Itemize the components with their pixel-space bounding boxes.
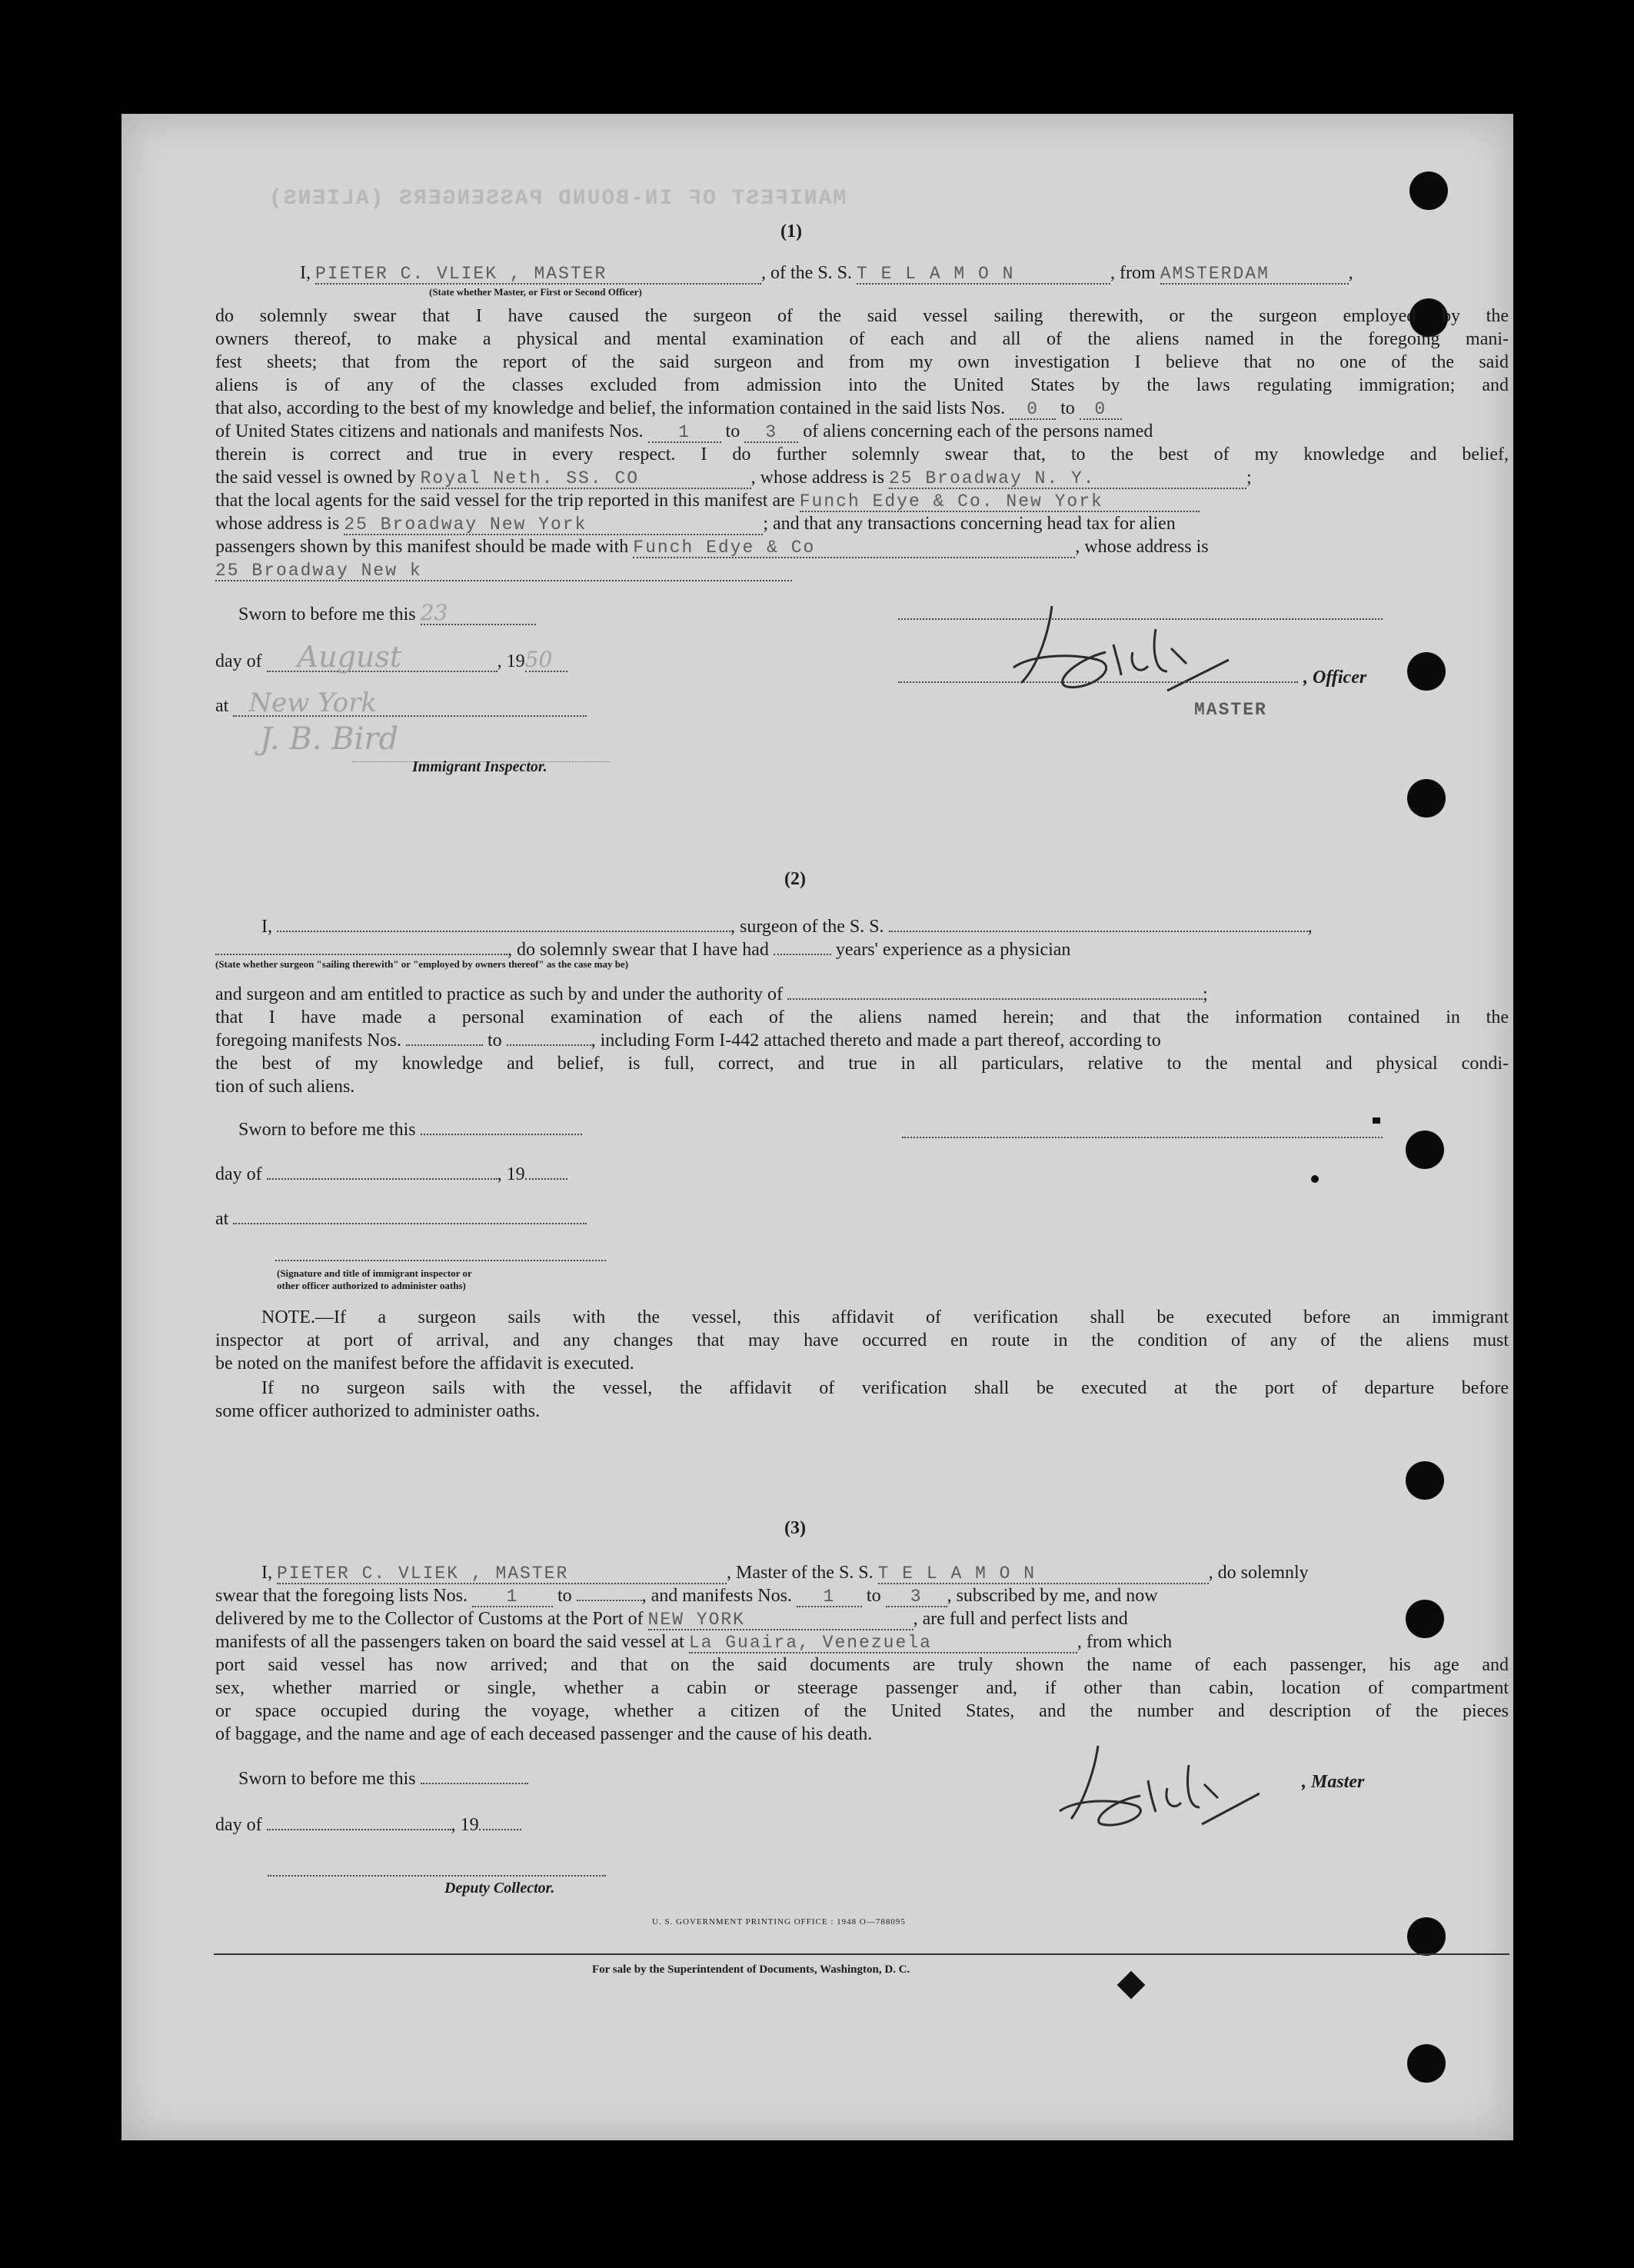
s3-line-4: manifests of all the passengers taken on board the said vessel at La Guaira, Venezuela , from which xyxy=(215,1632,1173,1653)
s1-line-9: that the local agents for the said vessel for the trip reported in this manifest are Funch Edye & Co. New York xyxy=(215,489,1200,512)
s3-sworn: Sworn to before me this xyxy=(238,1767,528,1790)
s1-line-7: therein is correct and true in every respect. I do further solemnly swear that, to the best of my knowledge and belief, xyxy=(215,445,1509,465)
s3-line-1: I, PIETER C. VLIEK , MASTER , Master of the S. S. T E L A M O N , do solemnly xyxy=(261,1563,1309,1584)
s1-sworn: Sworn to before me this 23 xyxy=(238,603,536,626)
s1-line-1: I, PIETER C. VLIEK , MASTER , of the S. S. T E L A M O N , from AMSTERDAM , xyxy=(300,263,1353,284)
section-number-3: (3) xyxy=(784,1518,806,1538)
punch-hole xyxy=(1407,779,1446,818)
inspector-signature: J. B. Bird xyxy=(260,721,399,757)
section-number-2: (2) xyxy=(784,869,806,889)
s3-master-signature xyxy=(1029,1738,1260,1838)
s3-departure-field: La Guaira, Venezuela xyxy=(689,1634,1077,1654)
note-line-2: inspector at port of arrival, and any changes that may have occurred en route in the condition of any of the aliens must xyxy=(215,1330,1509,1350)
s1-line-10: whose address is 25 Broadway New York ; and that any transactions concerning head tax for alien xyxy=(215,514,1176,535)
s3-manifest-to: 3 xyxy=(886,1587,947,1607)
officer-caption: (Signature and title of immigrant inspector or other officer authorized to administer oaths) xyxy=(277,1267,472,1291)
owner-field: Royal Neth. SS. CO xyxy=(421,469,751,489)
punch-hole xyxy=(1406,1461,1444,1500)
s2-line-3: and surgeon and am entitled to practice as such by and under the authority of ; xyxy=(215,984,1208,1004)
surgeon-caption: (State whether surgeon "sailing therewith" or "employed by owners thereof" as the case may be) xyxy=(215,958,629,970)
month-field: August xyxy=(267,648,498,672)
s1-body-line: do solemnly swear that I have caused the surgeon of the said vessel sailing therewith, or the surgeon employed by the xyxy=(215,306,1509,326)
headtax-agent-field: Funch Edye & Co xyxy=(633,538,1075,558)
s1-body-line: aliens is of any of the classes excluded from admission into the United States by the laws regulating immigration; and xyxy=(215,375,1509,395)
inspector-label: Immigrant Inspector. xyxy=(412,758,547,775)
punch-hole xyxy=(1407,2044,1446,2083)
s2-sworn: Sworn to before me this xyxy=(238,1118,582,1141)
manifest-page xyxy=(121,114,1513,2140)
s1-line-8: the said vessel is owned by Royal Neth. SS. CO , whose address is 25 Broadway N. Y. ; xyxy=(215,468,1252,488)
s2-line-4: that I have made a personal examination of each of the aliens named herein; and that the information contained in the xyxy=(215,1007,1509,1027)
authority-field xyxy=(787,998,1203,1000)
note-line-1: NOTE.—If a surgeon sails with the vessel, this affidavit of verification shall be executed before an immigrant xyxy=(261,1307,1509,1327)
agents-field: Funch Edye & Co. New York xyxy=(800,492,1200,512)
ink-mark xyxy=(1117,1971,1146,2000)
punch-hole xyxy=(1409,172,1448,210)
s1-body-line: owners thereof, to make a physical and mental examination of each and all of the aliens named in the foregoing mani- xyxy=(215,329,1509,349)
s3-line-3: delivered by me to the Collector of Customs at the Port of NEW YORK , are full and perfect lists and xyxy=(215,1609,1128,1630)
punch-hole xyxy=(1406,1600,1444,1638)
s2-line-6: the best of my knowledge and belief, is full, correct, and true in all particulars, relative to the mental and physical condi- xyxy=(215,1054,1509,1074)
place-field: New York xyxy=(233,694,587,717)
officer-title: MASTER xyxy=(1194,700,1267,720)
s3-line-2: swear that the foregoing lists Nos. 1 to , and manifests Nos. 1 to 3 , subscribed by me, and now xyxy=(215,1586,1158,1607)
departure-port-field: AMSTERDAM xyxy=(1160,265,1349,285)
citizen-list-from: 0 xyxy=(1010,400,1056,420)
s1-line-6: of United States citizens and nationals and manifests Nos. 1 to 3 of aliens concerning each of the persons named xyxy=(215,421,1153,442)
master-caption: (State whether Master, or First or Second Officer) xyxy=(429,286,642,298)
s3-body-line: sex, whether married or single, whether a cabin or steerage passenger and, if other than cabin, location of compartment xyxy=(215,1678,1509,1698)
s3-vessel-field: T E L A M O N xyxy=(878,1564,1209,1584)
s1-line-11: passengers shown by this manifest should be made with Funch Edye & Co , whose address is xyxy=(215,537,1209,558)
owner-address-field: 25 Broadway N. Y. xyxy=(889,469,1246,489)
printer-mark: U. S. GOVERNMENT PRINTING OFFICE : 1948 O—788095 xyxy=(652,1917,906,1927)
surgeon-vessel-field xyxy=(889,931,1308,932)
s1-line-12 xyxy=(215,558,792,581)
s1-line-5: that also, according to the best of my knowledge and belief, the information contained in the said lists Nos. 0 to 0 xyxy=(215,397,1122,420)
s3-port-field: NEW YORK xyxy=(648,1610,914,1630)
s1-day-of: day of August , 1950 xyxy=(215,648,567,673)
s3-list-from: 1 xyxy=(472,1587,553,1607)
s3-day-of: day of , 19 xyxy=(215,1813,521,1837)
master-name-field: PIETER C. VLIEK , MASTER xyxy=(315,265,761,285)
punch-hole xyxy=(1406,1131,1444,1169)
s2-line-7: tion of such aliens. xyxy=(215,1077,355,1097)
s3-body-line: port said vessel has now arrived; and that on the said documents are truly shown the name of each passenger, his age and xyxy=(215,1655,1509,1675)
note2-line-2: some officer authorized to administer oaths. xyxy=(215,1401,541,1421)
ink-mark xyxy=(1373,1117,1380,1124)
s1-body-line: fest sheets; that from the report of the said surgeon and from my own investigation I believe that no one of the said xyxy=(215,352,1509,372)
bleed-through-header: MANIFEST OF IN-BOUND PASSENGERS (ALIENS) xyxy=(268,187,847,211)
s3-last-line: of baggage, and the name and age of each deceased passenger and the cause of his death. xyxy=(215,1724,873,1744)
sworn-day-field: 23 xyxy=(421,604,536,625)
note2-line-1: If no surgeon sails with the vessel, the affidavit of verification shall be executed at the port of departure before xyxy=(261,1378,1509,1398)
s3-master-name-field: PIETER C. VLIEK , MASTER xyxy=(277,1564,727,1584)
s3-manifest-from: 1 xyxy=(797,1587,862,1607)
citizen-list-to: 0 xyxy=(1080,400,1122,420)
s2-line-1: I, , surgeon of the S. S. , xyxy=(261,917,1313,937)
s1-at: at New York xyxy=(215,694,587,718)
punch-hole xyxy=(1407,652,1446,691)
s2-line-5: foregoing manifests Nos. to , including Form I-442 attached thereto and made a part thereof, according to xyxy=(215,1031,1161,1051)
headtax-address-field: 25 Broadway New k xyxy=(215,561,792,581)
master-label: , Master xyxy=(1302,1772,1365,1792)
officer-label: , Officer xyxy=(1303,668,1367,688)
punch-hole xyxy=(1407,1917,1446,1956)
s2-line-2: , do solemnly swear that I have had years' experience as a physician xyxy=(215,938,1070,961)
agents-address-field: 25 Broadway New York xyxy=(344,515,763,535)
manifest-to: 3 xyxy=(744,423,798,443)
s3-body-line: or space occupied during the voyage, whether a citizen of the United States, and the number and description of the pieces xyxy=(215,1701,1509,1721)
deputy-label: Deputy Collector. xyxy=(444,1880,555,1897)
vessel-name-field: T E L A M O N xyxy=(857,265,1110,285)
note-line-3: be noted on the manifest before the affidavit is executed. xyxy=(215,1354,634,1374)
ink-mark xyxy=(1311,1175,1319,1183)
master-signature xyxy=(1006,598,1236,706)
s2-at: at xyxy=(215,1207,587,1231)
footer-text: For sale by the Superintendent of Documents, Washington, D. C. xyxy=(592,1963,910,1976)
s2-day-of: day of , 19 xyxy=(215,1163,567,1186)
years-field xyxy=(774,954,831,955)
section-number-1: (1) xyxy=(780,221,802,241)
surgeon-name-field xyxy=(277,931,730,932)
manifest-from: 1 xyxy=(648,423,721,443)
